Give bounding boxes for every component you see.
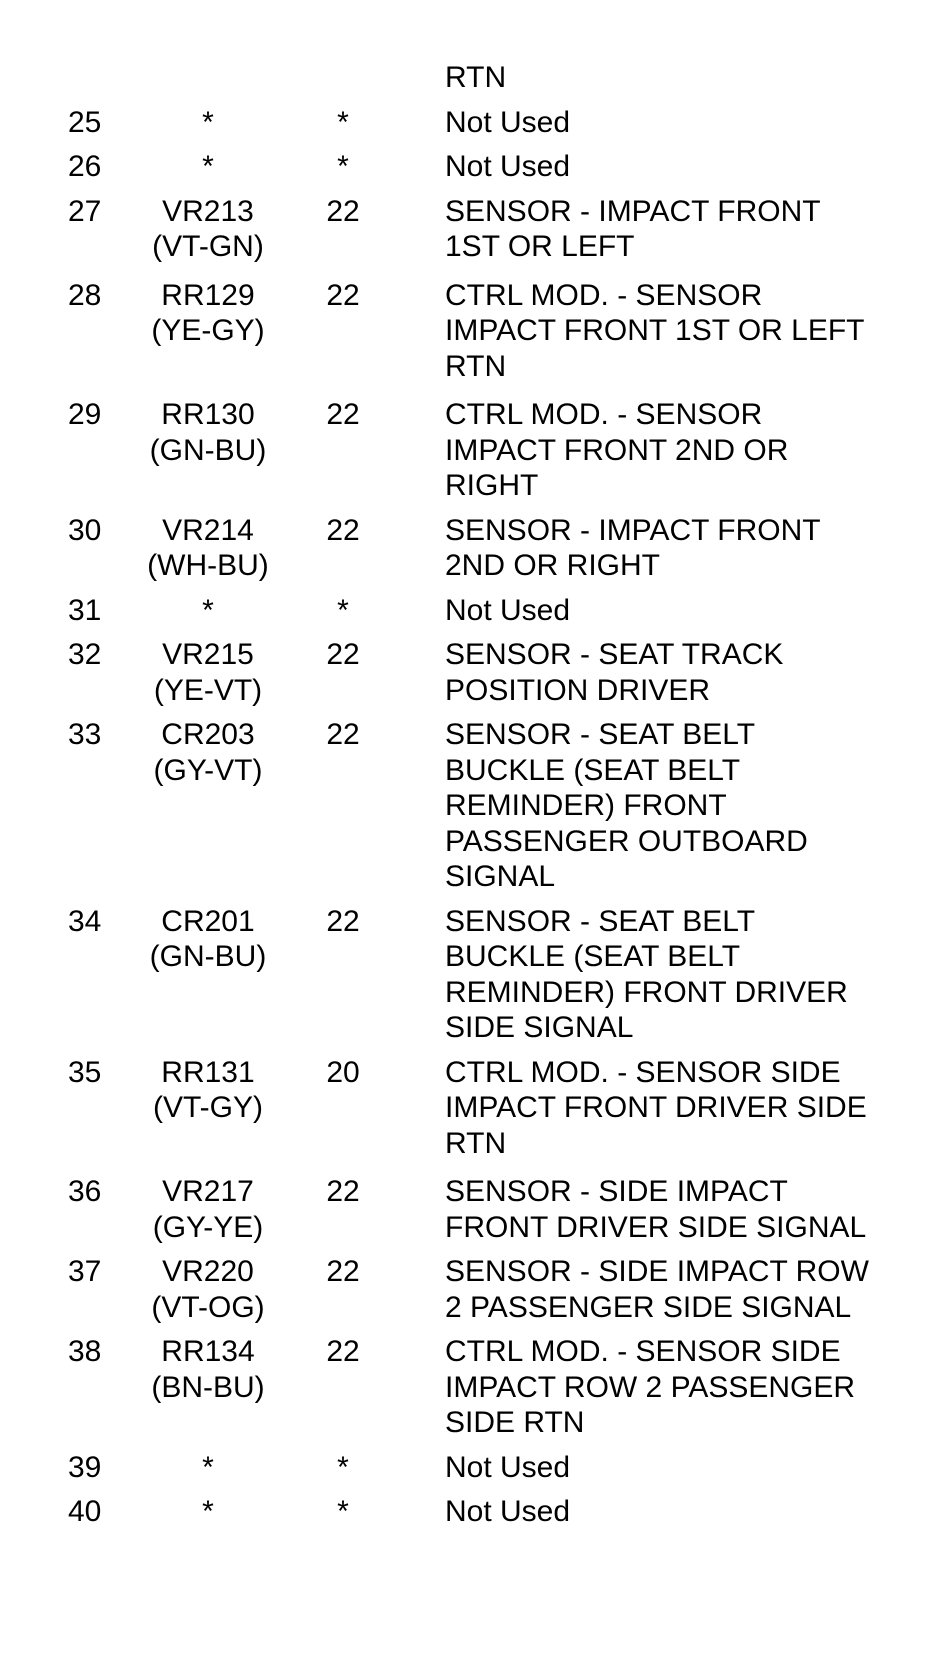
- function-line: REMINDER) FRONT: [445, 789, 727, 822]
- table-row: [0, 1494, 946, 1530]
- wire-gauge: 22: [326, 1255, 360, 1288]
- table-row: [0, 194, 946, 265]
- function-description: [445, 149, 915, 185]
- circuit-cell: [120, 1174, 296, 1245]
- table-row: [0, 593, 946, 629]
- circuit-code: *: [202, 1495, 214, 1528]
- function-description: [445, 593, 915, 629]
- function-line: RIGHT: [445, 469, 539, 502]
- function-line: Not Used: [445, 1450, 571, 1484]
- function-line: IMPACT FRONT 2ND OR: [445, 433, 789, 467]
- pin-number: 36: [68, 1175, 102, 1208]
- function-description: [445, 717, 915, 895]
- wire-color: (GN-BU): [149, 940, 267, 973]
- function-line: RTN: [445, 61, 507, 94]
- function-line: SENSOR - SIDE IMPACT: [445, 1175, 788, 1208]
- function-description: [445, 1055, 915, 1162]
- table-row: [0, 1334, 946, 1441]
- function-line: SENSOR - SIDE IMPACT ROW: [445, 1255, 869, 1288]
- function-line: BUCKLE (SEAT BELT: [445, 940, 741, 973]
- circuit-cell: [120, 1334, 296, 1405]
- circuit-code: RR129: [161, 278, 255, 312]
- circuit-code: VR213: [162, 194, 254, 228]
- table-row: [0, 149, 946, 185]
- function-line: IMPACT FRONT DRIVER SIDE: [445, 1091, 867, 1124]
- table-row: [0, 904, 946, 1046]
- wire-gauge: 22: [326, 1335, 360, 1368]
- function-description: [445, 513, 915, 584]
- circuit-code: VR217: [162, 1175, 254, 1208]
- pin-number: 34: [68, 904, 102, 938]
- circuit-cell: [120, 1450, 296, 1486]
- pin-number: 25: [68, 105, 102, 139]
- pin-number: 31: [68, 593, 102, 627]
- pin-number: 26: [68, 150, 102, 183]
- wire-gauge: *: [337, 105, 349, 139]
- function-description: [445, 637, 915, 708]
- wire-color: (WH-BU): [147, 549, 269, 582]
- wire-gauge: 22: [326, 513, 360, 547]
- function-line: FRONT DRIVER SIDE SIGNAL: [445, 1210, 867, 1244]
- pin-number: 37: [68, 1255, 102, 1288]
- circuit-code: *: [202, 105, 214, 139]
- connector-pin-table: [0, 60, 946, 1530]
- function-description: [445, 105, 915, 141]
- function-description: [445, 1334, 915, 1441]
- circuit-cell: [120, 194, 296, 265]
- circuit-code: RR134: [161, 1335, 255, 1368]
- wire-color: (VT-OG): [151, 1290, 265, 1324]
- circuit-cell: [120, 1055, 296, 1126]
- circuit-cell: [120, 904, 296, 975]
- function-line: 1ST OR LEFT: [445, 230, 635, 263]
- pin-number: 40: [68, 1495, 102, 1528]
- pin-number: 38: [68, 1335, 102, 1368]
- circuit-cell: [120, 637, 296, 708]
- function-line: CTRL MOD. - SENSOR SIDE: [445, 1055, 841, 1089]
- table-row: [0, 637, 946, 708]
- table-row: [0, 1254, 946, 1325]
- pin-number: 33: [68, 718, 102, 751]
- pin-number: 27: [68, 194, 102, 228]
- wire-gauge: 22: [326, 278, 360, 312]
- table-row: [0, 397, 946, 504]
- table-row: [0, 60, 946, 96]
- function-description: [445, 1450, 915, 1486]
- table-row: [0, 1450, 946, 1486]
- function-line: SENSOR - SEAT TRACK: [445, 638, 784, 671]
- pin-number: 29: [68, 398, 102, 431]
- wire-gauge: 22: [326, 718, 360, 751]
- circuit-code: *: [202, 150, 214, 183]
- function-description: [445, 60, 915, 96]
- function-line: SIDE RTN: [445, 1406, 585, 1439]
- wire-color: (BN-BU): [151, 1370, 265, 1404]
- table-row: [0, 1174, 946, 1245]
- wire-color: (YE-VT): [153, 673, 263, 707]
- circuit-cell: [120, 278, 296, 349]
- circuit-cell: [120, 717, 296, 788]
- function-line: Not Used: [445, 150, 571, 183]
- circuit-cell: [120, 593, 296, 629]
- function-description: [445, 1254, 915, 1325]
- pin-number: 30: [68, 513, 102, 547]
- table-row: [0, 513, 946, 584]
- wire-gauge: *: [337, 150, 349, 183]
- function-line: IMPACT FRONT 1ST OR LEFT: [445, 314, 865, 347]
- wire-color: (YE-GY): [151, 314, 265, 347]
- circuit-code: RR131: [161, 1055, 255, 1089]
- circuit-cell: [120, 397, 296, 468]
- wire-color: (GN-BU): [149, 433, 267, 467]
- wire-color: (VT-GN): [152, 230, 264, 263]
- function-description: [445, 194, 915, 265]
- wire-gauge: 22: [326, 398, 360, 431]
- function-line: RTN: [445, 349, 507, 383]
- circuit-cell: [120, 105, 296, 141]
- function-line: SENSOR - IMPACT FRONT: [445, 513, 821, 547]
- table-row: [0, 717, 946, 895]
- circuit-code: VR214: [162, 513, 254, 547]
- function-line: SENSOR - IMPACT FRONT: [445, 194, 821, 228]
- circuit-cell: [120, 149, 296, 185]
- pin-number: 32: [68, 638, 102, 671]
- table-row: [0, 1055, 946, 1162]
- function-line: SENSOR - SEAT BELT: [445, 904, 756, 938]
- function-line: Not Used: [445, 105, 571, 139]
- function-line: CTRL MOD. - SENSOR: [445, 278, 763, 312]
- function-line: POSITION DRIVER: [445, 673, 711, 707]
- function-description: [445, 397, 915, 504]
- pin-number: 35: [68, 1055, 102, 1089]
- function-line: PASSENGER OUTBOARD: [445, 824, 808, 858]
- wire-gauge: *: [337, 1495, 349, 1528]
- table-row: [0, 278, 946, 385]
- wire-color: (VT-GY): [153, 1091, 263, 1124]
- circuit-cell: [120, 1254, 296, 1325]
- function-description: [445, 1494, 915, 1530]
- function-line: 2ND OR RIGHT: [445, 549, 661, 582]
- function-line: IMPACT ROW 2 PASSENGER: [445, 1370, 856, 1404]
- wire-gauge: 20: [326, 1055, 360, 1089]
- circuit-code: VR215: [162, 638, 254, 671]
- wire-gauge: 22: [326, 904, 360, 938]
- wire-gauge: 22: [326, 1175, 360, 1208]
- function-line: Not Used: [445, 1495, 571, 1528]
- circuit-code: VR220: [162, 1255, 254, 1288]
- function-description: [445, 278, 915, 385]
- wire-gauge: 22: [326, 194, 360, 228]
- circuit-code: RR130: [161, 398, 255, 431]
- function-line: BUCKLE (SEAT BELT: [445, 753, 741, 787]
- function-line: REMINDER) FRONT DRIVER: [445, 975, 848, 1009]
- wire-color: (GY-YE): [152, 1210, 264, 1244]
- function-line: RTN: [445, 1126, 507, 1160]
- table-row: [0, 105, 946, 141]
- wire-gauge: 22: [326, 638, 360, 671]
- function-line: SIGNAL: [445, 860, 556, 893]
- function-description: [445, 1174, 915, 1245]
- function-line: CTRL MOD. - SENSOR: [445, 398, 763, 431]
- function-description: [445, 904, 915, 1046]
- circuit-cell: [120, 513, 296, 584]
- function-line: CTRL MOD. - SENSOR SIDE: [445, 1335, 841, 1368]
- function-line: Not Used: [445, 593, 571, 627]
- circuit-code: CR201: [161, 904, 255, 938]
- circuit-cell: [120, 1494, 296, 1530]
- circuit-code: *: [202, 593, 214, 627]
- pin-number: 39: [68, 1450, 102, 1484]
- wire-gauge: *: [337, 593, 349, 627]
- circuit-code: CR203: [161, 718, 255, 751]
- function-line: SENSOR - SEAT BELT: [445, 718, 756, 751]
- function-line: SIDE SIGNAL: [445, 1011, 634, 1044]
- circuit-code: *: [202, 1450, 214, 1484]
- wire-color: (GY-VT): [153, 753, 263, 787]
- wire-gauge: *: [337, 1450, 349, 1484]
- function-line: 2 PASSENGER SIDE SIGNAL: [445, 1290, 852, 1324]
- pin-number: 28: [68, 278, 102, 312]
